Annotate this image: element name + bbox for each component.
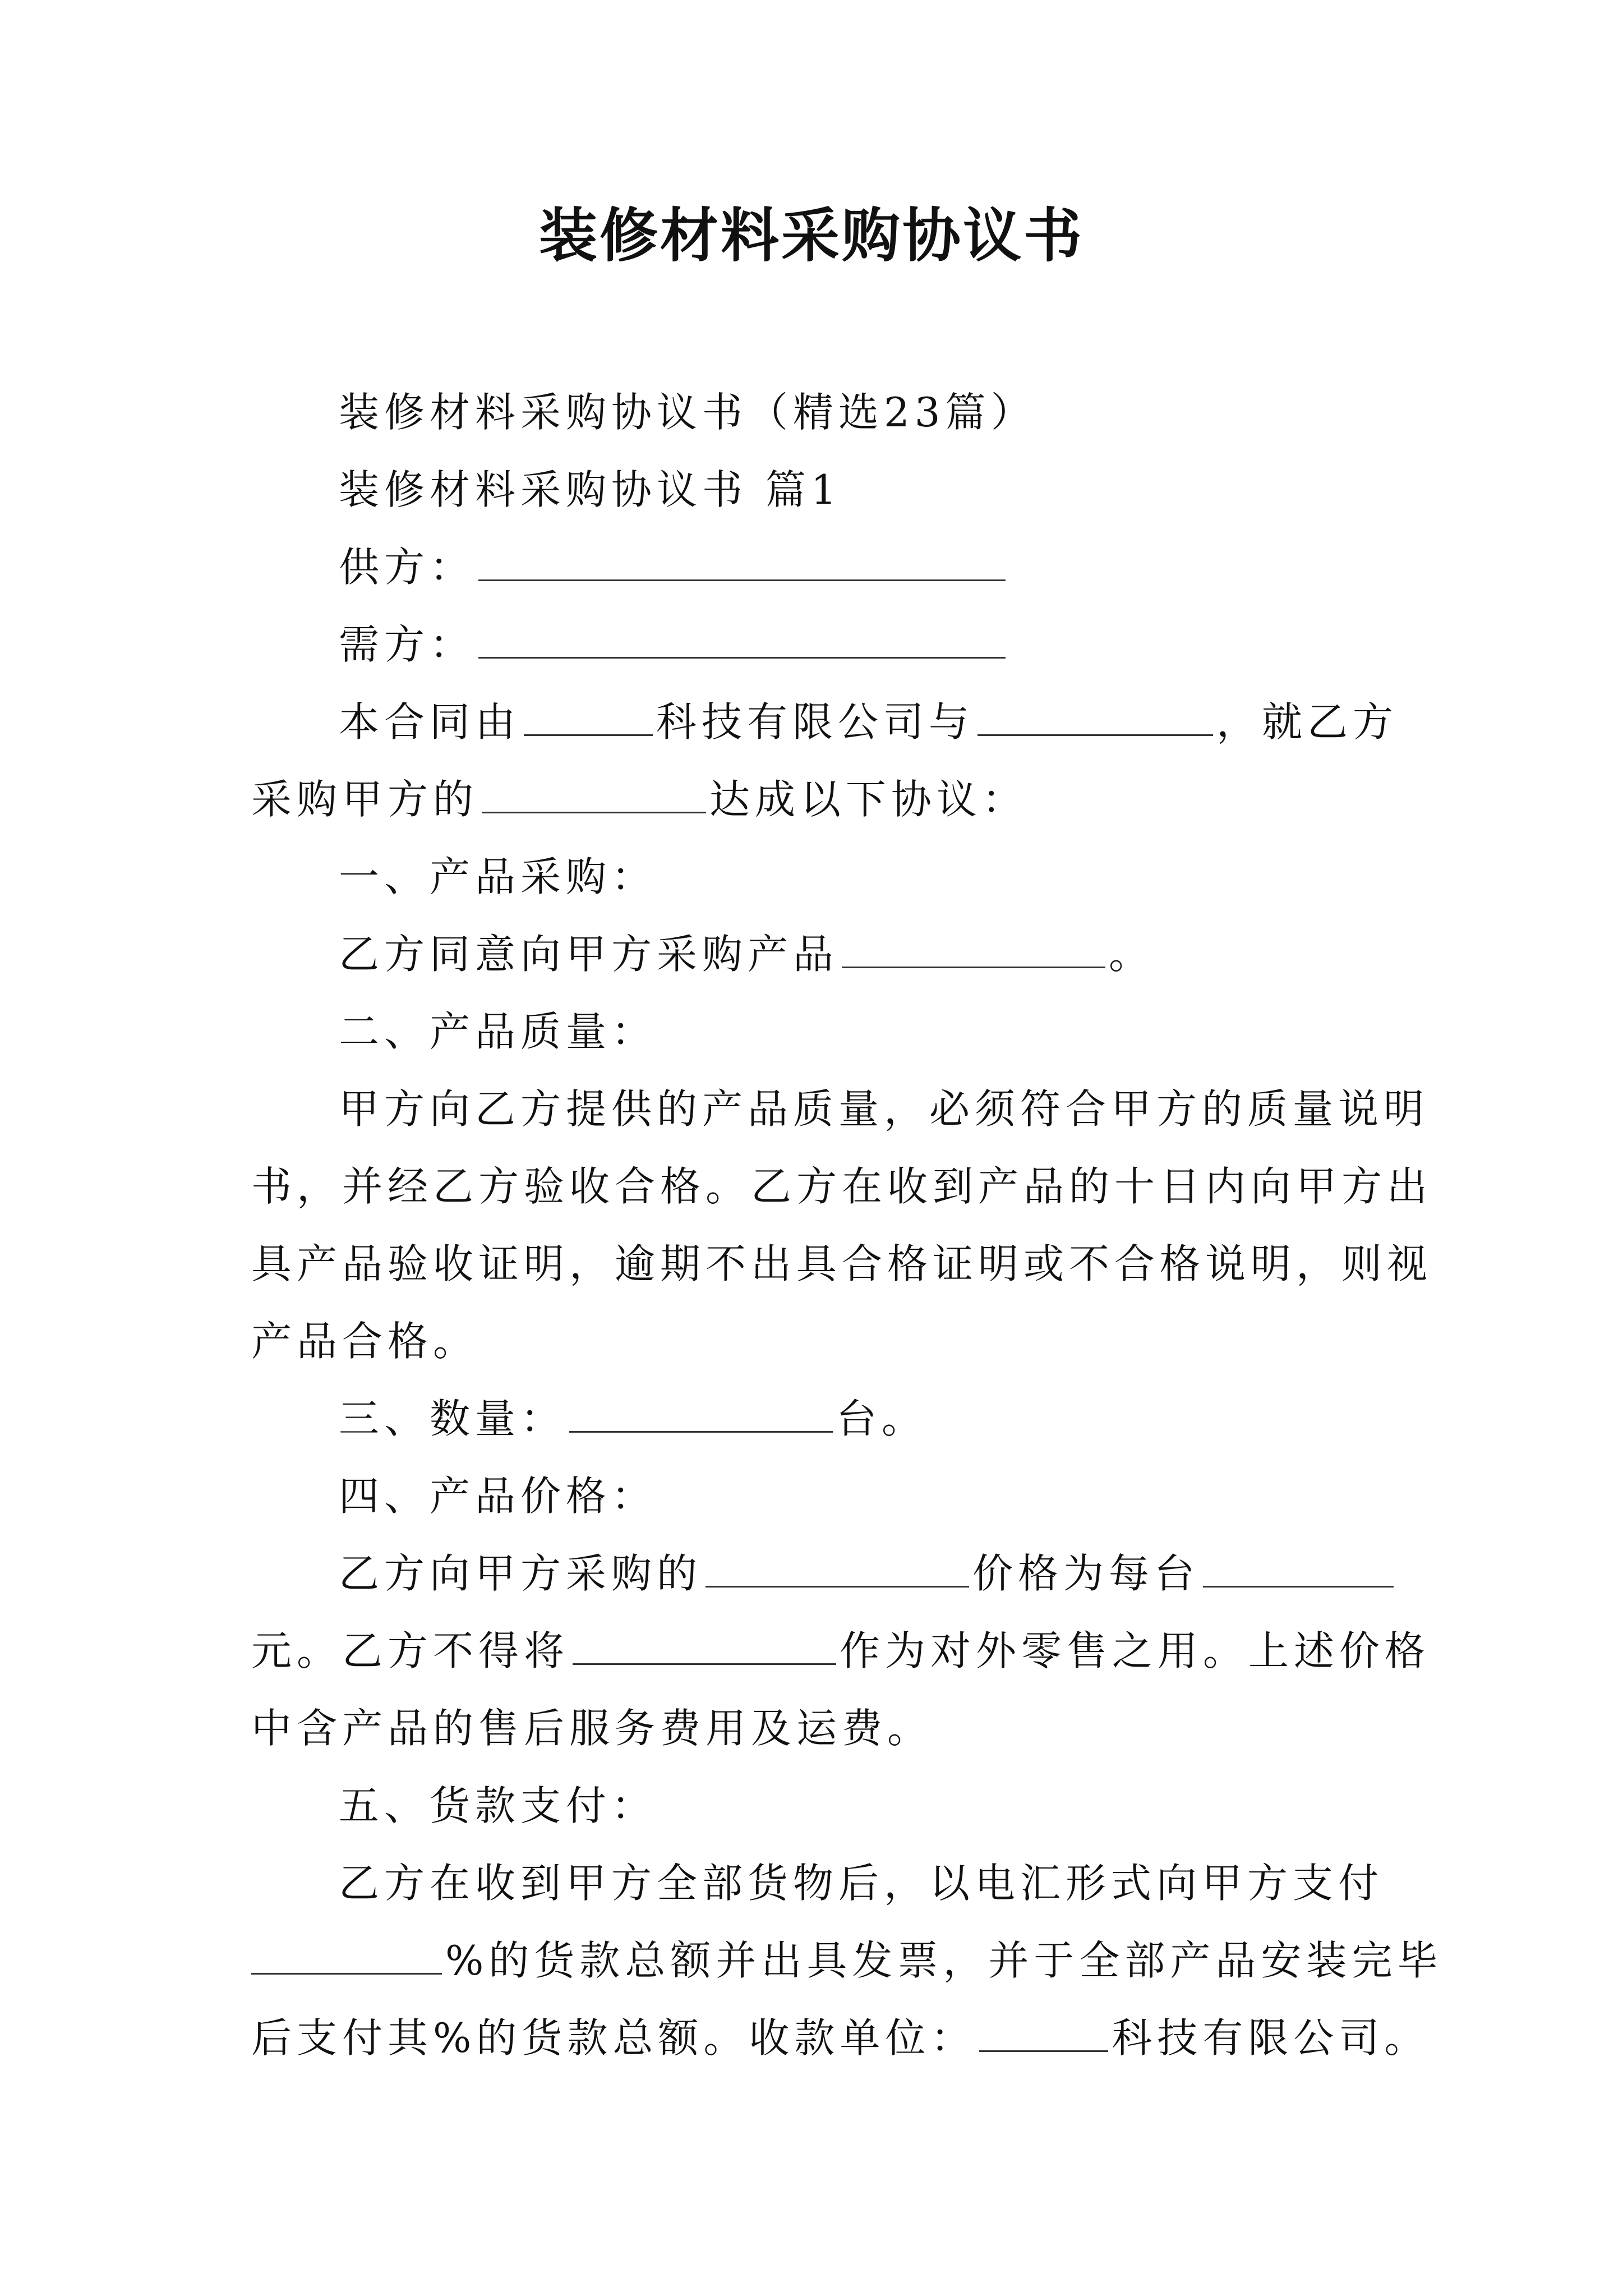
goods-blank bbox=[482, 772, 706, 813]
price-line-3 bbox=[251, 1697, 933, 1759]
supplier-blank bbox=[478, 540, 1006, 581]
text-segment: 达成以下协议： bbox=[709, 776, 1028, 823]
text-segment: %的货款总额并出具发票，并于全部产品安装完毕 bbox=[445, 1937, 1443, 1984]
item-blank bbox=[573, 1624, 836, 1665]
subtitle-line bbox=[339, 381, 1036, 443]
buyer-blank bbox=[478, 618, 1006, 659]
product-blank bbox=[842, 927, 1105, 968]
paragraph-line bbox=[339, 1078, 1429, 1140]
text-segment: 价格为每台 bbox=[972, 1550, 1200, 1597]
supplier-line bbox=[339, 536, 1009, 598]
paragraph-line bbox=[251, 1310, 478, 1372]
paragraph-text: 产品合格。 bbox=[251, 1318, 479, 1365]
paragraph-text: 具产品验收证明，逾期不出具合格证明或不合格说明，则视 bbox=[251, 1240, 1433, 1287]
clause-heading-text: 四、产品价格： bbox=[339, 1473, 657, 1520]
clause-1-body bbox=[339, 923, 1154, 985]
subtitle-text: 装修材料采购协议书（精选23篇） bbox=[339, 389, 1036, 436]
buyer-line bbox=[339, 614, 1009, 675]
percent-blank bbox=[251, 1934, 442, 1975]
paragraph-line bbox=[251, 1156, 1432, 1217]
text-segment: 台。 bbox=[836, 1395, 928, 1442]
supplier-label: 供方： bbox=[339, 544, 476, 591]
unit-price-blank bbox=[1203, 1547, 1394, 1588]
clause-heading-4 bbox=[339, 1465, 657, 1527]
text-segment: 采购甲方的 bbox=[251, 776, 479, 823]
payment-line-3 bbox=[251, 2007, 1430, 2069]
clause-heading-text: 三、数量： bbox=[339, 1395, 566, 1442]
payment-line-1 bbox=[339, 1852, 1384, 1914]
document-title: 装修材料采购协议书 bbox=[538, 201, 1084, 270]
company-blank bbox=[524, 695, 653, 736]
clause-heading-text: 五、货款支付： bbox=[339, 1782, 657, 1829]
text-segment: 元。乙方不得将 bbox=[251, 1627, 570, 1674]
party-blank bbox=[978, 695, 1213, 736]
payee-blank bbox=[979, 2011, 1108, 2052]
clause-3-line bbox=[339, 1388, 927, 1450]
payment-line-2 bbox=[251, 1930, 1442, 1991]
contract-intro-line-1 bbox=[339, 691, 1398, 753]
section-heading-line bbox=[339, 459, 842, 521]
clause-heading-text: 二、产品质量： bbox=[339, 1008, 657, 1055]
price-line-1 bbox=[339, 1543, 1397, 1604]
contract-intro-line-2 bbox=[251, 769, 1027, 830]
item-blank bbox=[706, 1547, 969, 1588]
text-segment: ，就乙方 bbox=[1216, 698, 1399, 746]
buyer-label: 需方： bbox=[339, 621, 476, 668]
paragraph-line bbox=[251, 1233, 1432, 1295]
clause-heading-1 bbox=[339, 846, 657, 908]
text-segment: 。 bbox=[1109, 931, 1155, 978]
text-segment: 本合同由 bbox=[339, 698, 521, 746]
paragraph-text: 甲方向乙方提供的产品质量，必须符合甲方的质量说明 bbox=[339, 1085, 1430, 1133]
text-segment: 乙方向甲方采购的 bbox=[339, 1550, 703, 1597]
section-heading-text: 装修材料采购协议书 篇1 bbox=[339, 466, 842, 513]
paragraph-text: 中含产品的售后服务费用及运费。 bbox=[251, 1705, 933, 1752]
clause-heading-2 bbox=[339, 1001, 657, 1062]
paragraph-text: 书，并经乙方验收合格。乙方在收到产品的十日内向甲方出 bbox=[251, 1163, 1433, 1210]
text-segment: 作为对外零售之用。上述价格 bbox=[840, 1627, 1431, 1674]
text-segment: 后支付其%的货款总额。收款单位： bbox=[251, 2014, 976, 2062]
paragraph-text: 乙方在收到甲方全部货物后，以电汇形式向甲方支付 bbox=[339, 1860, 1384, 1907]
quantity-blank bbox=[569, 1392, 833, 1433]
clause-heading-text: 一、产品采购： bbox=[339, 853, 657, 900]
text-segment: 科技有限公司。 bbox=[1112, 2014, 1430, 2062]
clause-heading-5 bbox=[339, 1775, 657, 1837]
text-segment: 科技有限公司与 bbox=[656, 698, 975, 746]
price-line-2 bbox=[251, 1620, 1430, 1682]
text-segment: 乙方同意向甲方采购产品 bbox=[339, 931, 839, 978]
